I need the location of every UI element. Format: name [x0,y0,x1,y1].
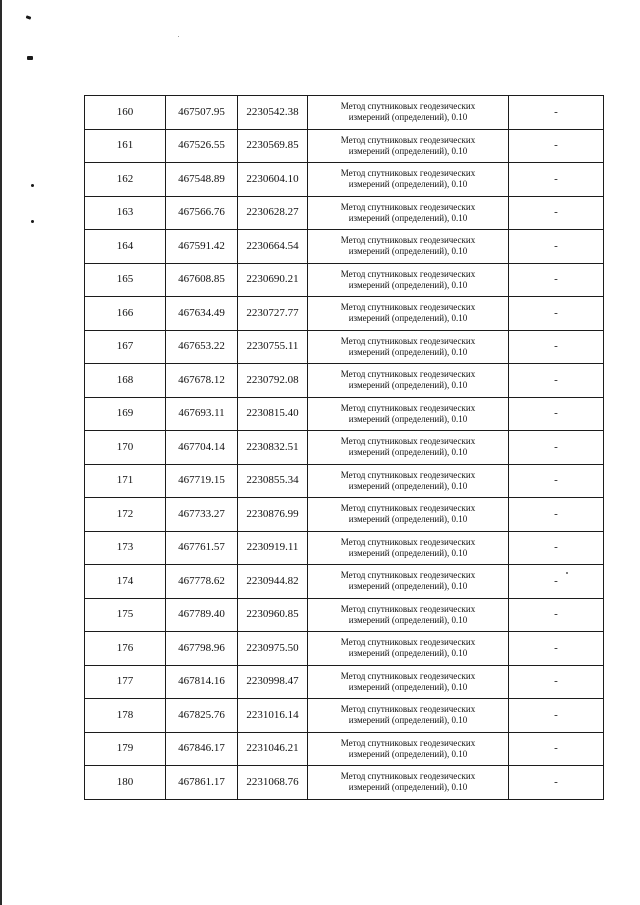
x-coordinate-cell: 467526.55 [166,129,238,163]
method-line-1: Метод спутниковых геодезических [340,737,476,748]
method-line-1: Метод спутниковых геодезических [340,436,476,447]
method-cell [308,531,509,565]
note-cell: - [509,96,604,130]
y-coordinate-cell: 2230919.11 [238,531,308,565]
y-coordinate-cell: 2231046.21 [238,732,308,766]
x-coordinate-cell: 467814.16 [166,665,238,699]
method-cell [308,364,509,398]
point-number-cell: 170 [85,431,166,465]
y-coordinate-cell: 2231016.14 [238,699,308,733]
table-row [85,431,604,465]
note-cell: - [509,699,604,733]
method-line-2: измерений (определений), 0.10 [348,480,468,491]
method-line-2: измерений (определений), 0.10 [348,179,468,190]
table-row [85,464,604,498]
y-coordinate-cell: 2231068.76 [238,766,308,800]
note-cell: - [509,129,604,163]
method-line-2: измерений (определений), 0.10 [348,413,468,424]
y-coordinate-cell: 2230664.54 [238,230,308,264]
point-number-cell: 178 [85,699,166,733]
method-line-1: Метод спутниковых геодезических [340,335,476,346]
point-number-cell: 180 [85,766,166,800]
method-cell [308,163,509,197]
method-cell [308,498,509,532]
method-cell [308,565,509,599]
point-number-cell: 175 [85,598,166,632]
x-coordinate-cell: 467507.95 [166,96,238,130]
note-cell: - [509,364,604,398]
method-cell [308,431,509,465]
table-row [85,364,604,398]
note-cell: - [509,263,604,297]
y-coordinate-cell: 2230604.10 [238,163,308,197]
y-coordinate-cell: 2230569.85 [238,129,308,163]
method-line-1: Метод спутниковых геодезических [340,168,476,179]
method-line-1: Метод спутниковых геодезических [340,503,476,514]
y-coordinate-cell: 2230690.21 [238,263,308,297]
method-line-2: измерений (определений), 0.10 [348,581,468,592]
x-coordinate-cell: 467825.76 [166,699,238,733]
method-line-2: измерений (определений), 0.10 [348,447,468,458]
method-line-1: Метод спутниковых геодезических [340,101,476,112]
note-cell: - [509,330,604,364]
method-line-2: измерений (определений), 0.10 [348,279,468,290]
table-row [85,766,604,800]
method-cell [308,96,509,130]
method-line-1: Метод спутниковых геодезических [340,268,476,279]
note-cell: - [509,766,604,800]
table-row [85,565,604,599]
method-line-2: измерений (определений), 0.10 [348,547,468,558]
method-line-1: Метод спутниковых геодезических [340,369,476,380]
note-cell: - [509,464,604,498]
point-number-cell: 171 [85,464,166,498]
note-cell: - [509,531,604,565]
method-line-1: Метод спутниковых геодезических [340,637,476,648]
note-cell: - [509,431,604,465]
y-coordinate-cell: 2230975.50 [238,632,308,666]
point-number-cell: 163 [85,196,166,230]
table-row [85,297,604,331]
table-row [85,498,604,532]
y-coordinate-cell: 2230628.27 [238,196,308,230]
point-number-cell: 161 [85,129,166,163]
x-coordinate-cell: 467693.11 [166,397,238,431]
x-coordinate-cell: 467608.85 [166,263,238,297]
x-coordinate-cell: 467846.17 [166,732,238,766]
coordinates-table-body [85,96,604,800]
method-line-2: измерений (определений), 0.10 [348,112,468,123]
y-coordinate-cell: 2230815.40 [238,397,308,431]
table-row [85,531,604,565]
y-coordinate-cell: 2230542.38 [238,96,308,130]
x-coordinate-cell: 467591.42 [166,230,238,264]
method-cell [308,598,509,632]
method-line-1: Метод спутниковых геодезических [340,570,476,581]
note-cell: - [509,163,604,197]
table-row [85,129,604,163]
point-number-cell: 176 [85,632,166,666]
note-cell: - [509,632,604,666]
point-number-cell: 169 [85,397,166,431]
method-line-2: измерений (определений), 0.10 [348,681,468,692]
method-line-2: измерений (определений), 0.10 [348,145,468,156]
y-coordinate-cell: 2230960.85 [238,598,308,632]
method-line-2: измерений (определений), 0.10 [348,246,468,257]
note-cell: - [509,732,604,766]
method-line-1: Метод спутниковых геодезических [340,536,476,547]
method-cell [308,297,509,331]
method-line-1: Метод спутниковых геодезических [340,134,476,145]
method-cell [308,766,509,800]
x-coordinate-cell: 467861.17 [166,766,238,800]
point-number-cell: 166 [85,297,166,331]
scan-speck [31,184,34,187]
method-line-1: Метод спутниковых геодезических [340,704,476,715]
x-coordinate-cell: 467678.12 [166,364,238,398]
note-cell: - [509,565,604,599]
note-cell: - [509,598,604,632]
x-coordinate-cell: 467733.27 [166,498,238,532]
x-coordinate-cell: 467704.14 [166,431,238,465]
note-cell: - [509,397,604,431]
method-line-2: измерений (определений), 0.10 [348,313,468,324]
x-coordinate-cell: 467778.62 [166,565,238,599]
x-coordinate-cell: 467548.89 [166,163,238,197]
table-row [85,699,604,733]
point-number-cell: 164 [85,230,166,264]
method-line-1: Метод спутниковых геодезических [340,302,476,313]
table-row [85,665,604,699]
scan-speck [26,15,32,20]
method-line-1: Метод спутниковых геодезических [340,469,476,480]
table-row [85,96,604,130]
method-line-2: измерений (определений), 0.10 [348,648,468,659]
y-coordinate-cell: 2230755.11 [238,330,308,364]
method-line-2: измерений (определений), 0.10 [348,614,468,625]
method-line-2: измерений (определений), 0.10 [348,514,468,525]
method-line-1: Метод спутниковых геодезических [340,670,476,681]
point-number-cell: 160 [85,96,166,130]
y-coordinate-cell: 2230944.82 [238,565,308,599]
x-coordinate-cell: 467653.22 [166,330,238,364]
method-cell [308,665,509,699]
method-line-2: измерений (определений), 0.10 [348,212,468,223]
x-coordinate-cell: 467719.15 [166,464,238,498]
x-coordinate-cell: 467634.49 [166,297,238,331]
method-line-1: Метод спутниковых геодезических [340,771,476,782]
method-line-2: измерений (определений), 0.10 [348,715,468,726]
method-cell [308,330,509,364]
point-number-cell: 174 [85,565,166,599]
method-line-2: измерений (определений), 0.10 [348,782,468,793]
y-coordinate-cell: 2230832.51 [238,431,308,465]
scan-speck [31,220,34,223]
method-cell [308,699,509,733]
y-coordinate-cell: 2230727.77 [238,297,308,331]
y-coordinate-cell: 2230876.99 [238,498,308,532]
table-row [85,263,604,297]
table-row [85,732,604,766]
method-cell [308,397,509,431]
note-cell: - [509,196,604,230]
y-coordinate-cell: 2230792.08 [238,364,308,398]
table-row [85,163,604,197]
table-row [85,196,604,230]
scan-speck [178,36,179,37]
y-coordinate-cell: 2230998.47 [238,665,308,699]
x-coordinate-cell: 467798.96 [166,632,238,666]
coordinates-table [84,95,604,800]
method-cell [308,732,509,766]
point-number-cell: 179 [85,732,166,766]
method-cell [308,230,509,264]
scan-speck [27,56,33,60]
method-cell [308,196,509,230]
method-line-2: измерений (определений), 0.10 [348,748,468,759]
method-cell [308,464,509,498]
point-number-cell: 173 [85,531,166,565]
x-coordinate-cell: 467789.40 [166,598,238,632]
table-row [85,632,604,666]
method-cell [308,129,509,163]
table-row [85,397,604,431]
method-line-1: Метод спутниковых геодезических [340,603,476,614]
x-coordinate-cell: 467761.57 [166,531,238,565]
scan-left-edge [0,0,2,905]
point-number-cell: 177 [85,665,166,699]
table-row [85,598,604,632]
method-line-1: Метод спутниковых геодезических [340,235,476,246]
point-number-cell: 167 [85,330,166,364]
point-number-cell: 172 [85,498,166,532]
method-cell [308,632,509,666]
note-cell: - [509,230,604,264]
note-cell: - [509,297,604,331]
method-line-1: Метод спутниковых геодезических [340,201,476,212]
method-line-1: Метод спутниковых геодезических [340,402,476,413]
table-row [85,230,604,264]
point-number-cell: 165 [85,263,166,297]
note-cell: - [509,665,604,699]
y-coordinate-cell: 2230855.34 [238,464,308,498]
table-row [85,330,604,364]
method-line-2: измерений (определений), 0.10 [348,346,468,357]
x-coordinate-cell: 467566.76 [166,196,238,230]
method-line-2: измерений (определений), 0.10 [348,380,468,391]
point-number-cell: 162 [85,163,166,197]
method-cell [308,263,509,297]
note-cell: - [509,498,604,532]
point-number-cell: 168 [85,364,166,398]
